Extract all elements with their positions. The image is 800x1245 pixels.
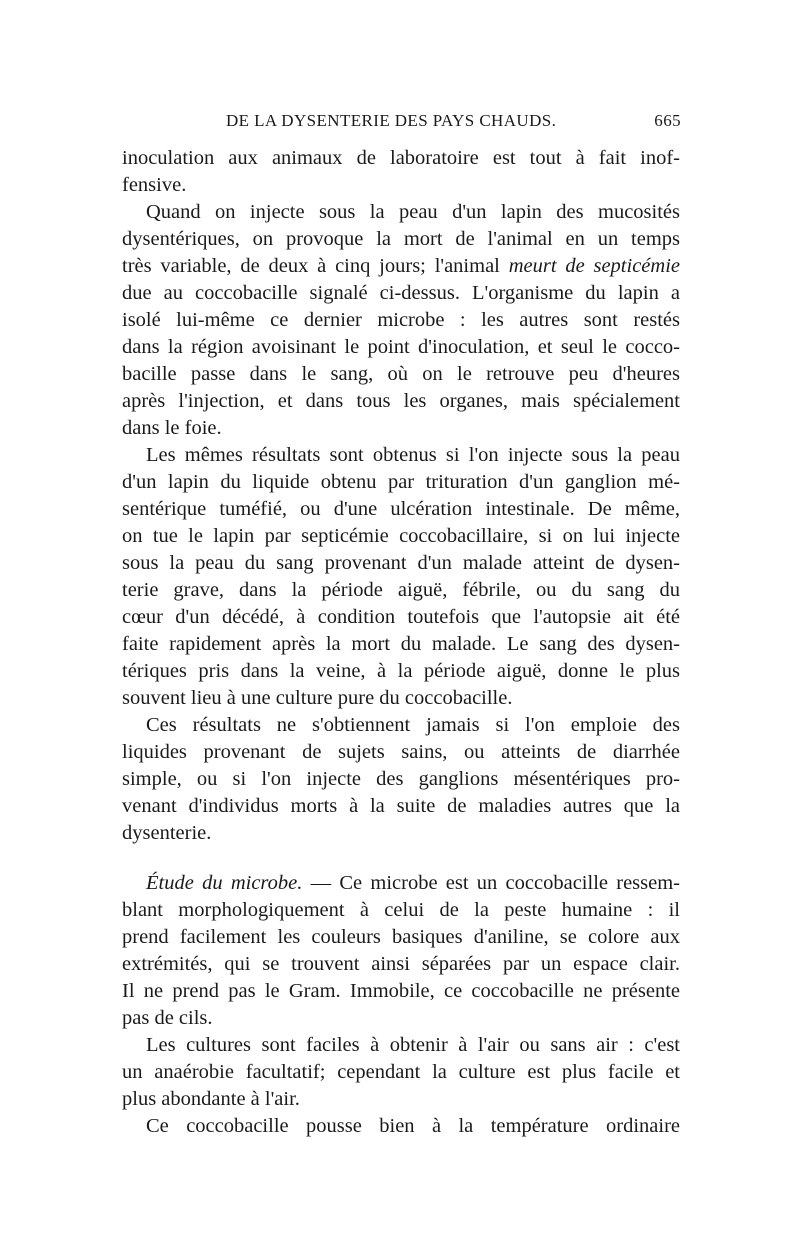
text-line bbox=[122, 253, 680, 280]
text-line: Ces résultats ne s'obtiennent jamais si l'on emploie des bbox=[146, 714, 680, 736]
text-line: extrémités, qui se trouvent ainsi séparées par un espace clair. bbox=[122, 953, 680, 975]
text-line: sentérique tuméfié, ou d'une ulcération intestinale. De même, bbox=[122, 498, 680, 520]
text-line: Quand on injecte sous la peau d'un lapin des mucosités bbox=[146, 201, 680, 223]
text-line: isolé lui-même ce dernier microbe : les autres sont restés bbox=[122, 309, 680, 331]
text-line: d'un lapin du liquide obtenu par trituration d'un ganglion mé- bbox=[122, 471, 680, 493]
text-line: pas de cils. bbox=[122, 1007, 213, 1029]
text-line: terie grave, dans la période aiguë, fébrile, ou du sang du bbox=[122, 579, 680, 601]
text-line: cœur d'un décédé, à condition toutefois que l'autopsie ait été bbox=[122, 606, 680, 628]
text-line: après l'injection, et dans tous les organes, mais spécialement bbox=[122, 390, 680, 412]
text-line: un anaérobie facultatif; cependant la culture est plus facile et bbox=[122, 1061, 680, 1083]
text-line: tériques pris dans la veine, à la période aiguë, donne le plus bbox=[122, 660, 680, 682]
text-line bbox=[122, 870, 680, 897]
text-line: on tue le lapin par septicémie coccobacillaire, si on lui injecte bbox=[122, 525, 680, 547]
text-line: Il ne prend pas le Gram. Immobile, ce coccobacille ne présente bbox=[122, 980, 680, 1002]
text-line: souvent lieu à une culture pure du coccobacille. bbox=[122, 687, 513, 709]
text-line: bacille passe dans le sang, où on le retrouve peu d'heures bbox=[122, 363, 680, 385]
running-head-title: DE LA DYSENTERIE DES PAYS CHAUDS. bbox=[226, 111, 557, 130]
text-line: blant morphologiquement à celui de la peste humaine : il bbox=[122, 899, 680, 921]
section-gap bbox=[122, 847, 680, 870]
text-line: due au coccobacille signalé ci-dessus. L'organisme du lapin a bbox=[122, 282, 680, 304]
text-line: dysentériques, on provoque la mort de l'animal en un temps bbox=[122, 228, 680, 250]
text-line: dysenterie. bbox=[122, 822, 212, 844]
page-number: 665 bbox=[654, 111, 681, 130]
text-line: Ce coccobacille pousse bien à la température ordinaire bbox=[146, 1115, 680, 1137]
body-text bbox=[122, 145, 680, 1140]
text-line: dans la région avoisinant le point d'inoculation, et seul le cocco- bbox=[122, 336, 680, 358]
italic-phrase: meurt de septicémie bbox=[508, 255, 680, 277]
running-head bbox=[226, 111, 681, 137]
text-line: faite rapidement après la mort du malade. Le sang des dysen- bbox=[122, 633, 680, 655]
text-segment: — Ce microbe est un coccobacille ressem- bbox=[310, 872, 680, 894]
text-line: sous la peau du sang provenant d'un malade atteint de dysen- bbox=[122, 552, 680, 574]
text-line: liquides provenant de sujets sains, ou atteints de diarrhée bbox=[122, 741, 680, 763]
text-line: Les mêmes résultats sont obtenus si l'on injecte sous la peau bbox=[146, 444, 680, 466]
text-line: venant d'individus morts à la suite de maladies autres que la bbox=[122, 795, 680, 817]
text-line: simple, ou si l'on injecte des ganglions mésentériques pro- bbox=[122, 768, 680, 790]
text-segment: très variable, de deux à cinq jours; l'animal bbox=[122, 255, 500, 277]
text-line: inoculation aux animaux de laboratoire est tout à fait inof- bbox=[122, 147, 680, 169]
text-line: fensive. bbox=[122, 174, 187, 196]
section-heading: Étude du microbe. bbox=[146, 872, 303, 894]
text-line: dans le foie. bbox=[122, 417, 222, 439]
text-line: plus abondante à l'air. bbox=[122, 1088, 300, 1110]
text-line: Les cultures sont faciles à obtenir à l'air ou sans air : c'est bbox=[146, 1034, 680, 1056]
text-line: prend facilement les couleurs basiques d'aniline, se colore aux bbox=[122, 926, 680, 948]
